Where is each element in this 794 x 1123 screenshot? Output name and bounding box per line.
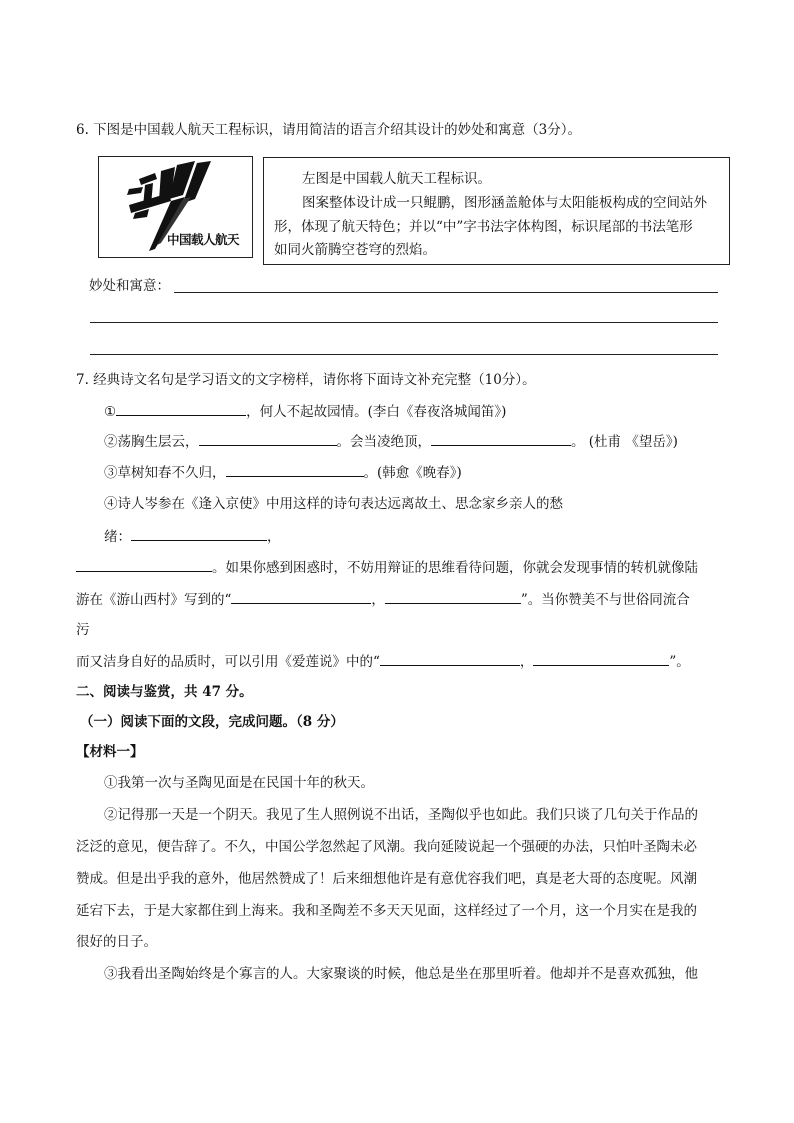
item1-blank[interactable] bbox=[116, 402, 246, 416]
item4-text-3: 。如果你感到困惑时，不妨用辩证的思维看待问题，你就会发现事情的转机就像陆 bbox=[212, 560, 698, 576]
item4-text-4c: ”。当你赞美不与世俗同流合 bbox=[520, 592, 690, 608]
q7-item-1 bbox=[104, 402, 506, 421]
item4-comma: ， bbox=[267, 529, 281, 545]
item2-text-c: 。 (杜甫 《望岳》) bbox=[571, 434, 678, 450]
q7-item-3 bbox=[104, 463, 462, 482]
item3-text-b: 。(韩愈《晚春》) bbox=[363, 465, 462, 481]
item2-text-a: ②荡胸生层云， bbox=[104, 434, 199, 450]
answer-line-3[interactable] bbox=[90, 354, 718, 355]
item2-blank-2[interactable] bbox=[431, 432, 571, 446]
item4-text-6a: 而又洁身自好的品质时，可以引用《爱莲说》中的“ bbox=[76, 654, 380, 670]
q7-item-4-line-4 bbox=[76, 590, 690, 609]
item4-label: 绪： bbox=[104, 529, 131, 545]
q7-item-4-line-3 bbox=[76, 558, 698, 577]
item1-marker: ① bbox=[104, 404, 117, 420]
q7-item-2 bbox=[104, 432, 678, 451]
q7-prompt: 7. 经典诗文名句是学习语文的文字榜样，请你将下面诗文补充完整（10分）。 bbox=[76, 372, 536, 388]
item4-blank-1[interactable] bbox=[131, 527, 267, 541]
item4-blank-5[interactable] bbox=[380, 652, 520, 666]
passage-p2-line-5: 很好的日子。 bbox=[76, 934, 157, 950]
q7-item-4-line-6 bbox=[76, 652, 690, 671]
item4-comma-2: ， bbox=[371, 592, 385, 608]
q7-item-4-line-2 bbox=[104, 527, 281, 546]
material-label: 【材料一】 bbox=[76, 744, 144, 760]
item4-comma-3: ， bbox=[519, 654, 534, 670]
logo-frame bbox=[98, 156, 253, 258]
item3-text-a: ③草树知春不久归， bbox=[104, 465, 226, 481]
item4-text-4a: 游在《游山西村》写到的“ bbox=[76, 592, 232, 608]
logo-text: 中国载人航天 bbox=[167, 232, 240, 247]
item4-text-6c: ”。 bbox=[669, 654, 690, 670]
box-line-4: 如同火箭腾空苍穹的烈焰。 bbox=[274, 242, 436, 258]
answer-line-1[interactable] bbox=[174, 292, 718, 293]
section-2-subtitle: （一）阅读下面的文段，完成问题。（8 分） bbox=[80, 714, 344, 730]
item4-blank-2[interactable] bbox=[76, 558, 212, 572]
item4-blank-4[interactable] bbox=[385, 590, 521, 604]
passage-p2-line-3: 赞成。但是出乎我的意外，他居然赞成了！后来细想他许是有意优容我们吧，真是老大哥的态度呢。风潮 bbox=[76, 871, 697, 887]
item2-blank-1[interactable] bbox=[199, 432, 337, 446]
passage-p2-line-2: 泛泛的意见，便告辞了。不久，中国公学忽然起了风潮。我向延陵说起一个强硬的办法，只怕叶圣陶未必 bbox=[76, 839, 697, 855]
logo-description-box bbox=[263, 157, 730, 265]
answer-line-2[interactable] bbox=[90, 322, 718, 323]
q7-item-4-line-1: ④诗人岑参在《逢入京使》中用这样的诗句表达远离故土、思念家乡亲人的愁 bbox=[104, 496, 563, 512]
passage-p2-line-1: ②记得那一天是一个阴天。我见了生人照例说不出话，圣陶似乎也如此。我们只谈了几句关于作品的 bbox=[104, 807, 698, 823]
q7-item-4-line-5: 污 bbox=[76, 622, 90, 638]
item4-blank-3[interactable] bbox=[231, 590, 371, 604]
item4-blank-6[interactable] bbox=[533, 652, 669, 666]
passage-p1: ①我第一次与圣陶见面是在民国十年的秋天。 bbox=[104, 775, 374, 791]
q6-answer-label: 妙处和寓意： bbox=[89, 278, 170, 294]
section-2-title: 二、阅读与鉴赏，共 47 分。 bbox=[76, 684, 253, 700]
passage-p3-line-1: ③我看出圣陶始终是个寡言的人。大家聚谈的时候，他总是坐在那里听着。他却并不是喜欢孤独，他 bbox=[104, 966, 698, 982]
item2-text-b: 。会当凌绝顶， bbox=[336, 434, 431, 450]
box-line-1: 左图是中国载人航天工程标识。 bbox=[302, 171, 491, 187]
passage-p2-line-4: 延宕下去，于是大家都住到上海来。我和圣陶差不多天天见面，这样经过了一个月，这一个月实在是我的 bbox=[76, 903, 697, 919]
q6-prompt: 6. 下图是中国载人航天工程标识，请用简洁的语言介绍其设计的妙处和寓意（3分）。 bbox=[76, 122, 582, 138]
box-line-2: 图案整体设计成一只鲲鹏，图形涵盖舱体与太阳能板构成的空间站外 bbox=[302, 195, 707, 211]
item1-text: ，何人不起故园情。(李白《春夜洛城闻笛》) bbox=[246, 404, 507, 420]
box-line-3: 形，体现了航天特色；并以“中”字书法字体构图，标识尾部的书法笔形 bbox=[274, 219, 693, 235]
item3-blank[interactable] bbox=[226, 463, 364, 477]
